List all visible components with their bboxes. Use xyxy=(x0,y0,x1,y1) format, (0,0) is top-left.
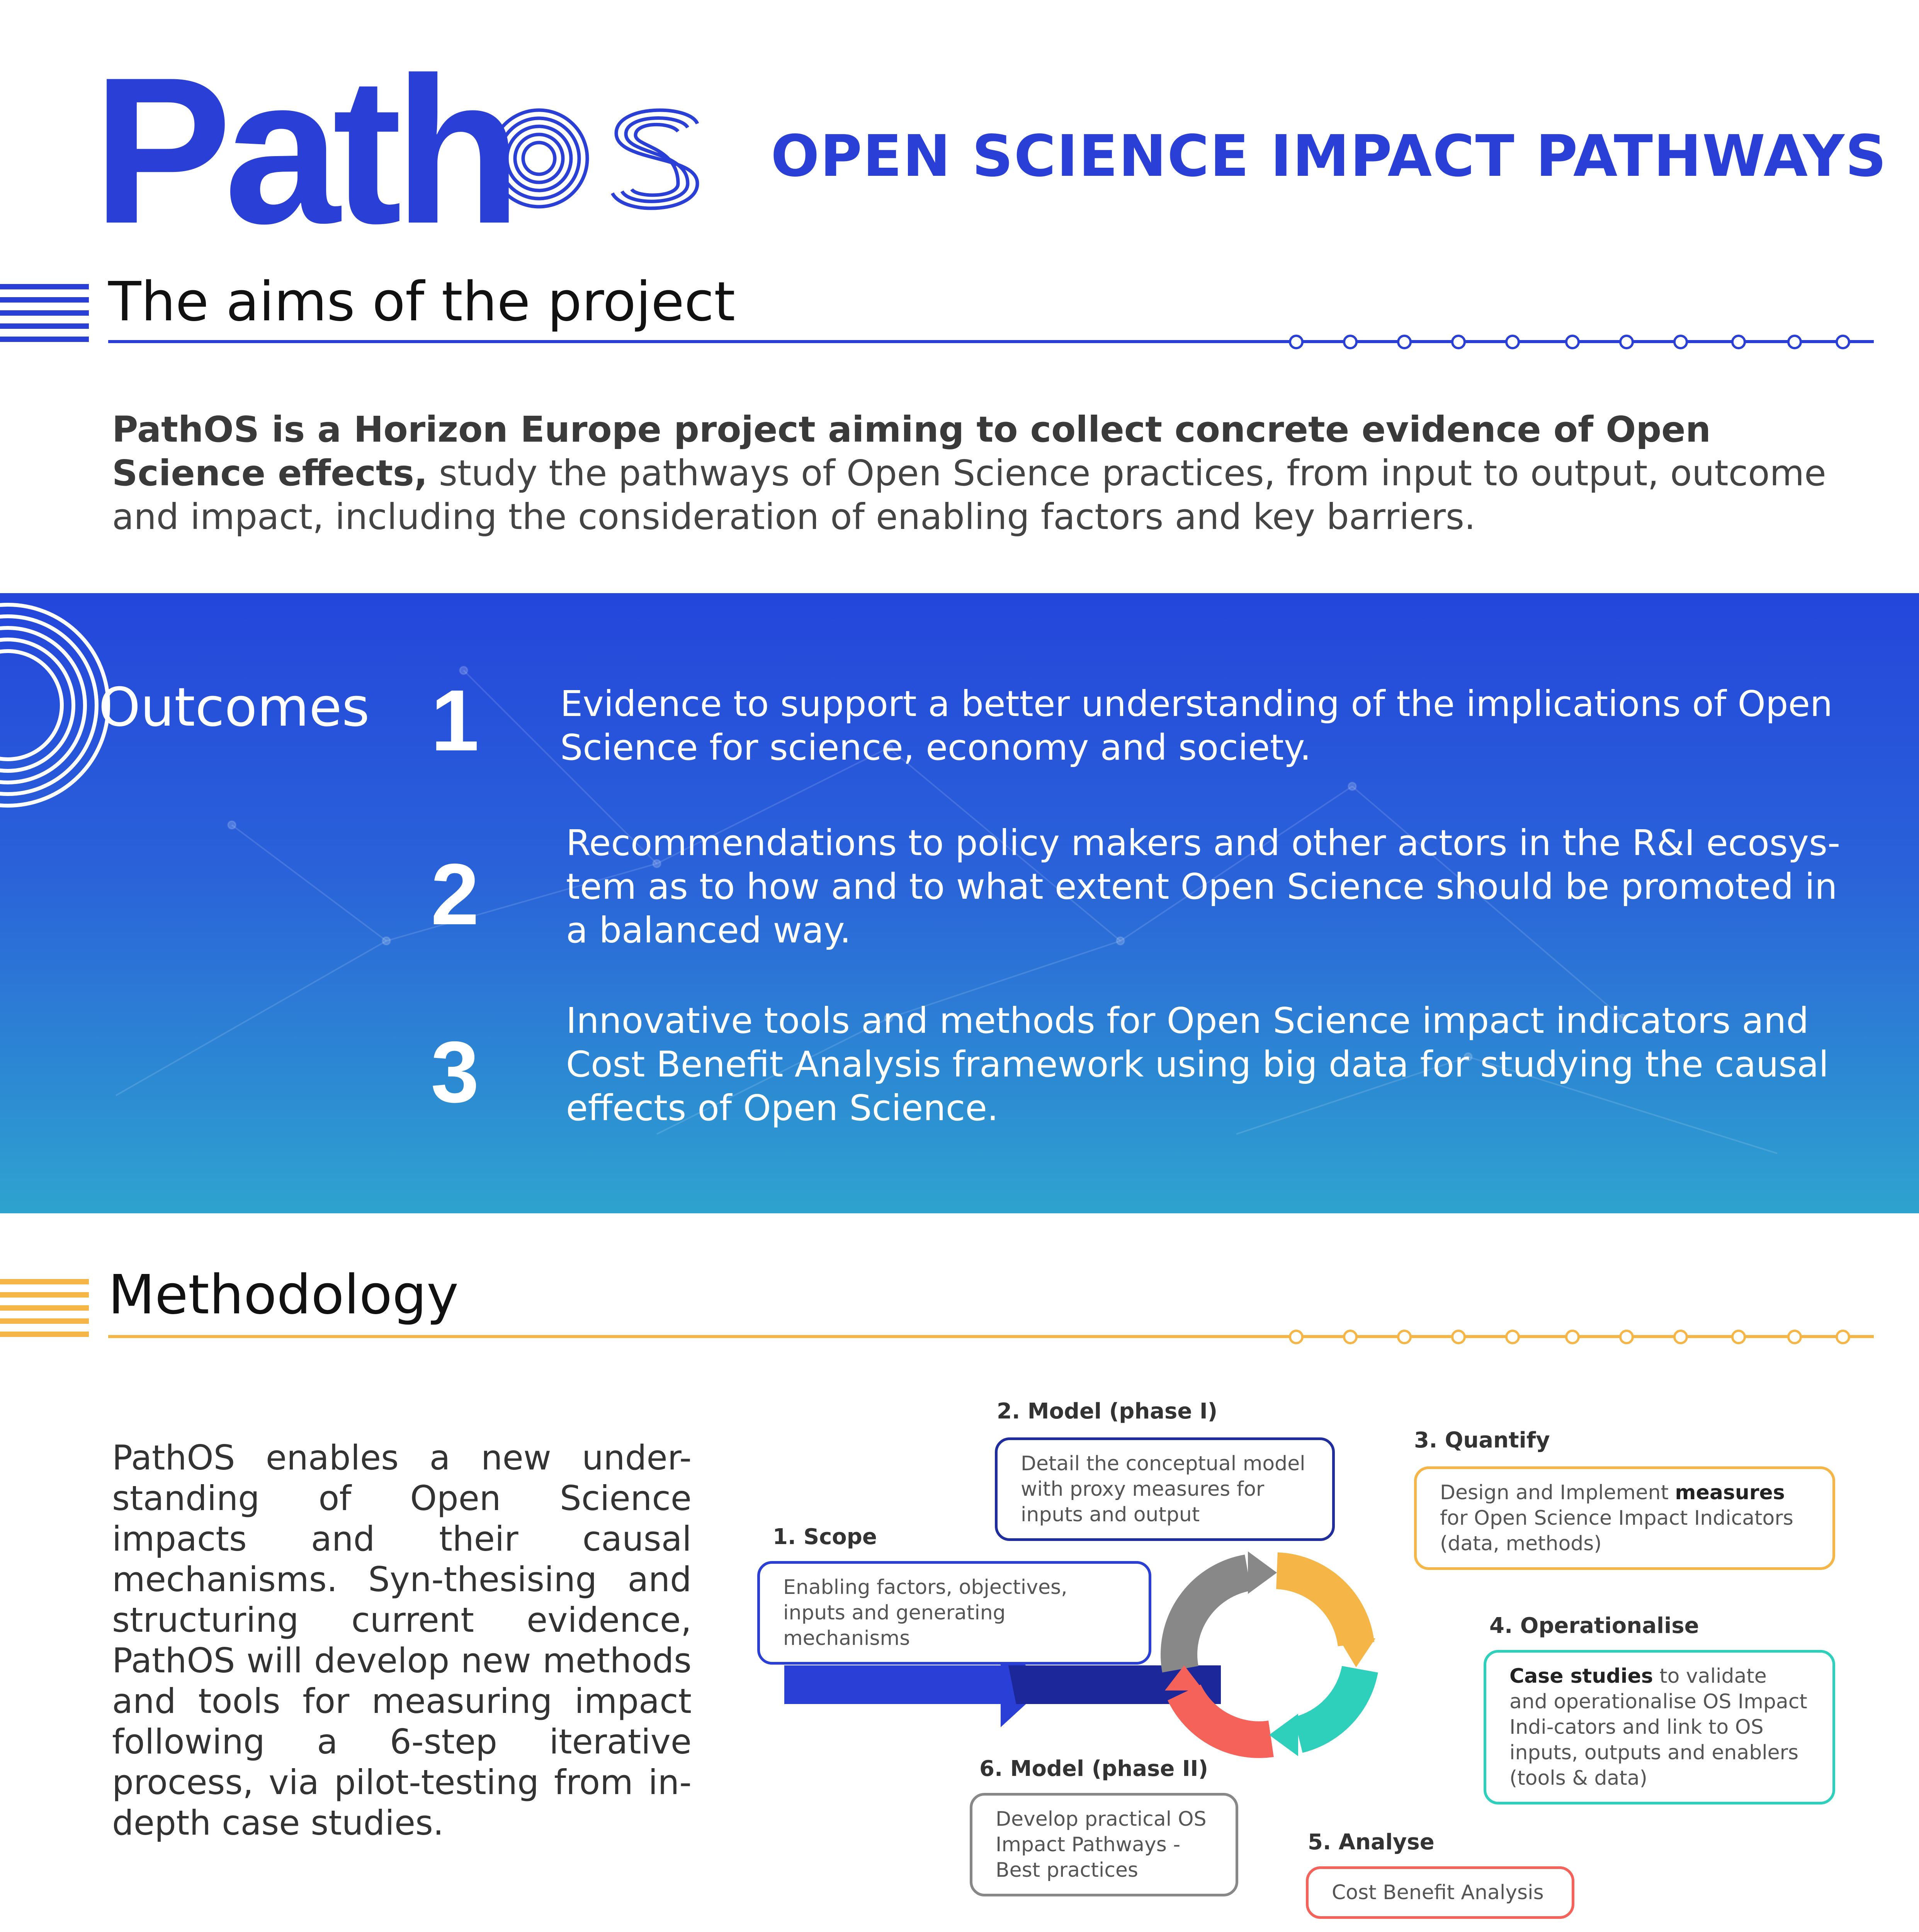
project-subtitle: OPEN SCIENCE IMPACT PATHWAYS xyxy=(771,123,1887,189)
outcome-text: Innovative tools and methods for Open Science impact indicators and Cost Benefit Analysis framework using big data for studying the causal effects of Open Science. xyxy=(566,1000,1829,1129)
step-box: Enabling factors, objectives, inputs and generating mechanisms xyxy=(757,1561,1151,1665)
aims-rest: study the pathways of Open Science practices, from input to output, outcome and impact, including the consideration of enabling factors and key barriers. xyxy=(112,452,1826,537)
step-box: Cost Benefit Analysis xyxy=(1306,1866,1574,1919)
quantify-arc xyxy=(1277,1571,1356,1644)
outcome-text: Evidence to support a better understanding of the implications of Open Science for science, economy and society. xyxy=(560,683,1833,768)
outcome-number: 2 xyxy=(431,845,479,943)
operationalise-arc xyxy=(1298,1669,1360,1735)
section-stripes xyxy=(0,1279,89,1345)
model-phase-two-arc xyxy=(1179,1573,1248,1669)
outcomes-title: Outcomes xyxy=(99,676,370,738)
logo-os-rings xyxy=(489,97,713,220)
methodology-text: PathOS enables a new under-standing of Open Science impacts and their causal mechanisms. Syn-thesising and structuring current evidence, PathOS will develop new methods and tools for measuring impact following a 6-step iterative process, via pilot-testing from in-depth case studies. xyxy=(112,1438,692,1843)
divider-dots xyxy=(1287,332,1874,352)
logo-path-text: Path xyxy=(93,34,514,267)
analyse-arc xyxy=(1184,1692,1271,1740)
step-box: Design and Implement measures for Open Science Impact Indicators (data, methods) xyxy=(1414,1466,1835,1570)
step-title: 3. Quantify xyxy=(1414,1428,1550,1453)
outcome-number: 1 xyxy=(431,672,479,769)
aims-title: The aims of the project xyxy=(108,270,735,333)
step-box: Case studies to validate and operationalise OS Impact Indi-cators and link to OS inputs, outputs and enablers (tools & data) xyxy=(1484,1650,1835,1804)
step-title: 2. Model (phase I) xyxy=(997,1399,1218,1424)
methodology-title: Methodology xyxy=(108,1264,459,1327)
section-stripes xyxy=(0,284,89,350)
outcomes-panel xyxy=(0,593,1919,1213)
outcome-text: Recommendations to policy makers and other actors in the R&I ecosys-tem as to how and to what extent Open Science should be promoted in a balanced way. xyxy=(566,822,1841,951)
step-box: Detail the conceptual model with proxy measures for inputs and output xyxy=(995,1437,1335,1541)
outcome-number: 3 xyxy=(431,1023,479,1121)
aims-lead: PathOS is a Horizon Europe project aiming to collect concrete evidence of Open Science effects, xyxy=(112,409,1711,494)
pathos-logo xyxy=(93,34,514,267)
step-title: 5. Analyse xyxy=(1308,1830,1435,1855)
step-title: 4. Operationalise xyxy=(1489,1613,1699,1638)
step-box: Develop practical OS Impact Pathways -Best practices xyxy=(970,1793,1238,1896)
aims-text xyxy=(112,408,1831,539)
divider-dots xyxy=(1287,1327,1874,1347)
step-title: 1. Scope xyxy=(773,1524,877,1549)
step-title: 6. Model (phase II) xyxy=(979,1756,1209,1781)
